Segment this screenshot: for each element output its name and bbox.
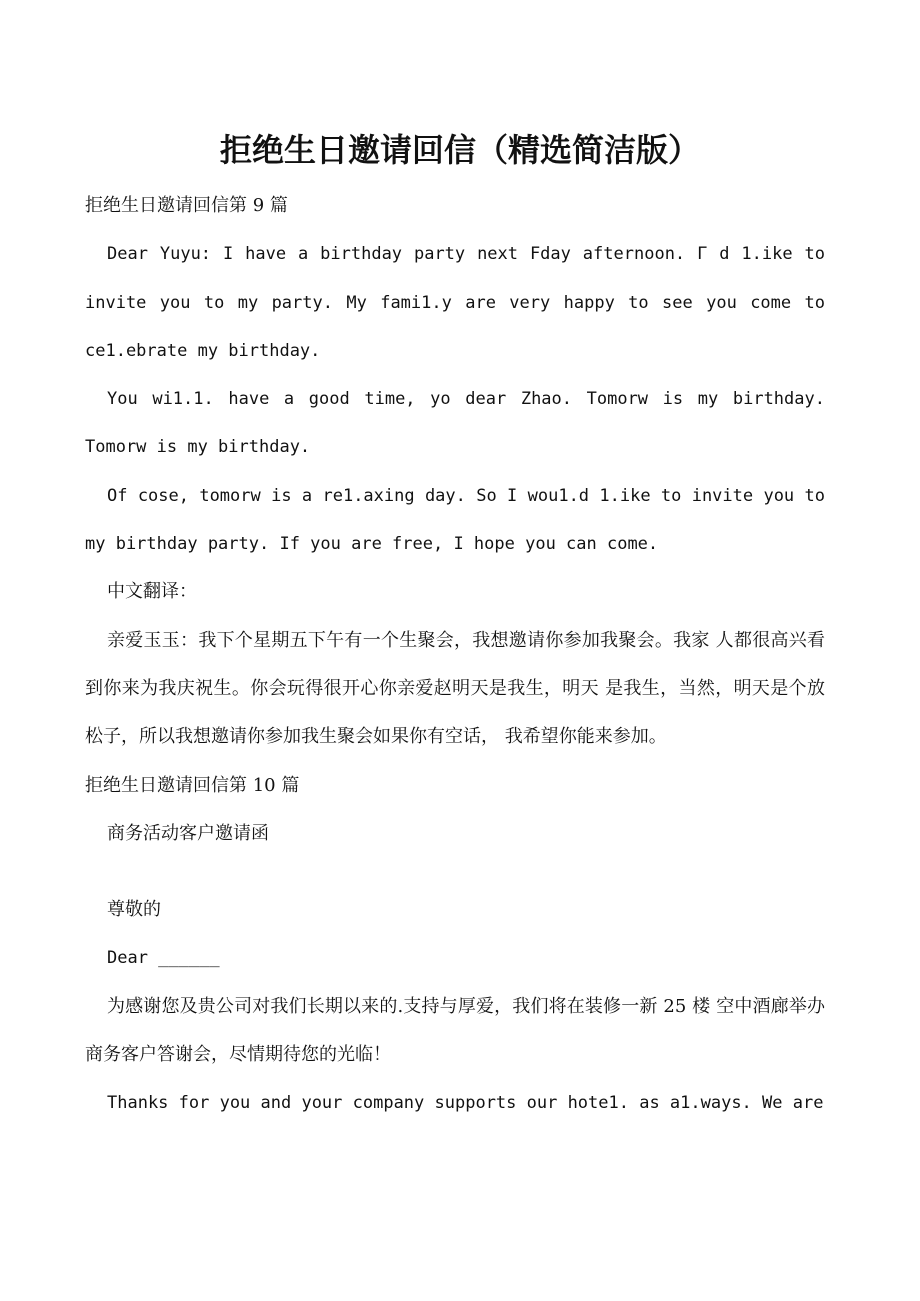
- salutation-chinese: 尊敬的: [107, 899, 161, 921]
- letter-paragraph-3: Of cose, tomorw is a re1.axing day. So I wou1.d 1.ike to invite you to my birthday party. If you are free, I hope you can come.: [85, 485, 825, 555]
- section-heading-9: 拒绝生日邀请回信第 9 篇: [85, 195, 288, 216]
- letter-paragraph-2: You wi1.1. have a good time, yo dear Zhao. Tomorw is my birthday. Tomorw is my birthday.: [85, 389, 825, 458]
- document-title: 拒绝生日邀请回信（精选简洁版）: [219, 131, 700, 169]
- section-heading-10: 拒绝生日邀请回信第 10 篇: [85, 774, 300, 796]
- paragraph-gap: [85, 858, 825, 886]
- salutation-english: Dear ______: [107, 948, 220, 969]
- translation-paragraph: 亲爱玉玉：我下个星期五下午有一个生聚会，我想邀请你参加我聚会。我家 人都很高兴看到你来为我庆祝生。你会玩得很开心你亲爱赵明天是我生，明天 是我生，当然，明天是个放松子，所以我想邀请你参加我生聚会如果你有空话， 我希望你能来参加。: [85, 629, 825, 748]
- letter-paragraph-1: Dear Yuyu: I have a birthday party next Fday afternoon. Γ d 1.ike to invite you to my party. My fami1.y are very happy to see you come to ce1.ebrate my birthday.: [85, 244, 825, 361]
- invitation-paragraph-english: Thanks for you and your company supports our hote1. as a1.ways. We are: [107, 1093, 824, 1114]
- invitation-paragraph-chinese: 为感谢您及贵公司对我们长期以来的.支持与厚爱，我们将在装修一新 25 楼 空中酒廊举办商务客户答谢会，尽情期待您的光临！: [85, 995, 825, 1066]
- translation-label: 中文翻译：: [107, 581, 197, 603]
- invitation-title: 商务活动客户邀请函: [107, 822, 269, 844]
- document-body: [85, 182, 825, 1128]
